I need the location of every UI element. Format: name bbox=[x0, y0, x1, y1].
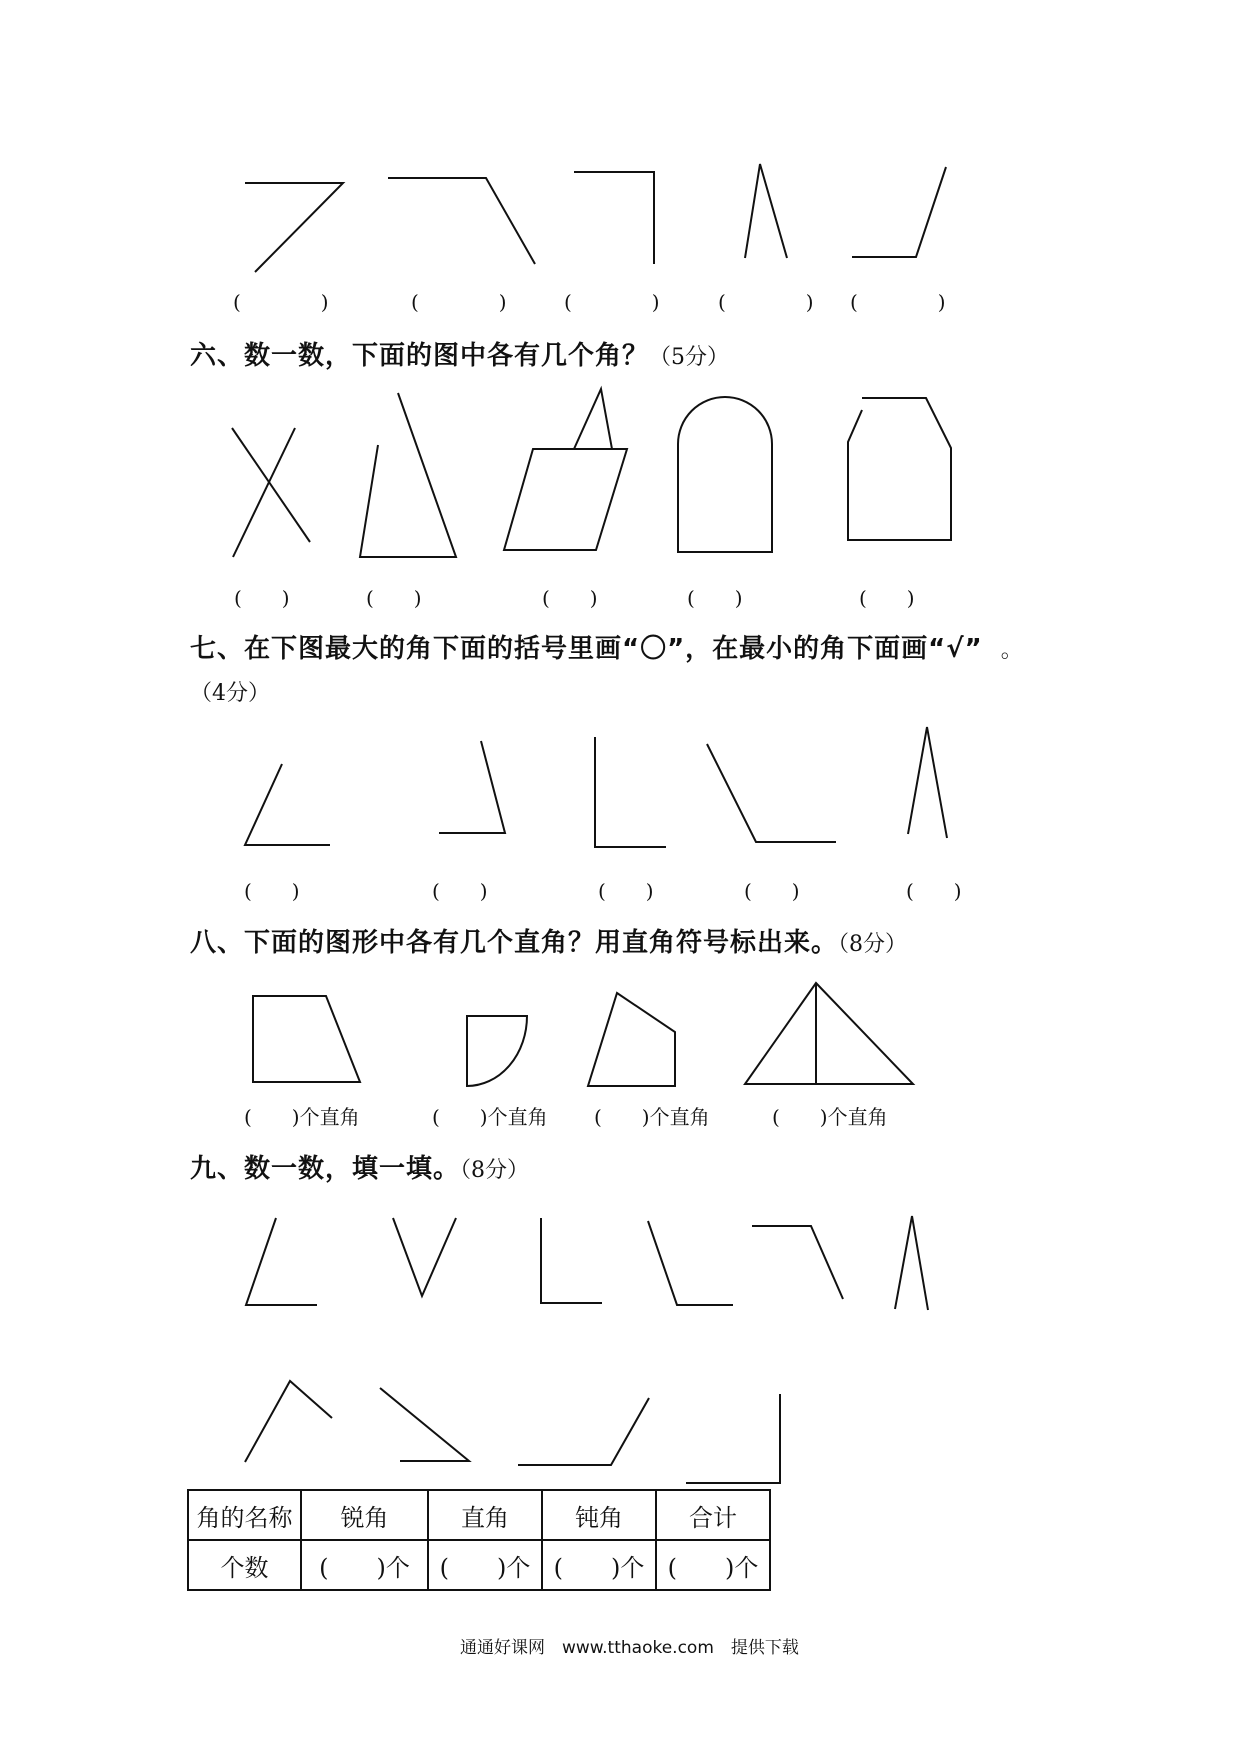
q6-figure-triangle bbox=[360, 393, 456, 557]
q9-angle-9 bbox=[518, 1398, 649, 1465]
q5-blank-1[interactable]: ( ) bbox=[233, 290, 329, 314]
q9-angle-6 bbox=[895, 1216, 928, 1310]
q8-label-2[interactable]: ( )个直角 bbox=[432, 1105, 548, 1129]
q5-angle-3 bbox=[574, 172, 654, 264]
table-cell-right[interactable]: ( )个 bbox=[428, 1540, 542, 1590]
q9-angle-8 bbox=[380, 1388, 469, 1461]
q6-blank-1[interactable]: ( ) bbox=[234, 586, 290, 610]
table-row bbox=[188, 1540, 770, 1590]
q6-title bbox=[190, 335, 729, 372]
q7-angle-2 bbox=[439, 741, 505, 833]
q8-label-1[interactable]: ( )个直角 bbox=[244, 1105, 360, 1129]
q7-title-tail: 。 bbox=[1000, 638, 1023, 663]
q6-blank-5[interactable]: ( ) bbox=[859, 586, 915, 610]
q7-blank-2[interactable]: ( ) bbox=[432, 879, 488, 903]
q9-angle-4 bbox=[648, 1221, 733, 1305]
q5-blank-3[interactable]: ( ) bbox=[564, 290, 660, 314]
q5-blank-4[interactable]: ( ) bbox=[718, 290, 814, 314]
q6-figure-arch bbox=[678, 397, 772, 552]
q6-blank-4[interactable]: ( ) bbox=[687, 586, 743, 610]
table-header-cell: 锐角 bbox=[301, 1490, 428, 1540]
q9-score: （8分） bbox=[460, 1158, 530, 1183]
table-header-cell: 直角 bbox=[428, 1490, 542, 1540]
footer-text: 通通好课网 www.tthaoke.com 提供下载 bbox=[460, 1638, 799, 1658]
q5-angle-1 bbox=[245, 183, 343, 272]
q8-score: （8分） bbox=[838, 932, 908, 957]
q7-angle-4 bbox=[707, 744, 836, 842]
angle-count-table bbox=[187, 1489, 771, 1591]
q5-blank-5[interactable]: ( ) bbox=[850, 290, 946, 314]
q7-blank-4[interactable]: ( ) bbox=[744, 879, 800, 903]
q9-angle-1 bbox=[246, 1218, 317, 1305]
q5-angle-5 bbox=[852, 167, 946, 257]
q7-blank-3[interactable]: ( ) bbox=[598, 879, 654, 903]
q8-figure-pentagon bbox=[588, 993, 675, 1086]
q7-score: （4分） bbox=[190, 681, 270, 706]
q8-label-4[interactable]: ( )个直角 bbox=[772, 1105, 888, 1129]
table-header-cell: 钝角 bbox=[542, 1490, 656, 1540]
q8-label-3[interactable]: ( )个直角 bbox=[594, 1105, 710, 1129]
q6-blank-3[interactable]: ( ) bbox=[542, 586, 598, 610]
q7-title-text: 七、在下图最大的角下面的括号里画“〇”，在最小的角下面画“√” bbox=[190, 634, 983, 664]
table-cell-obtuse[interactable]: ( )个 bbox=[542, 1540, 656, 1590]
table-row-label: 个数 bbox=[188, 1540, 301, 1590]
q9-angle-3 bbox=[541, 1218, 602, 1303]
q7-angle-5 bbox=[908, 727, 947, 838]
q6-figure-cross bbox=[232, 428, 310, 557]
q8-title bbox=[190, 922, 907, 959]
q8-figure-trapezoid bbox=[253, 996, 360, 1082]
q9-angle-7 bbox=[245, 1381, 332, 1462]
q5-angle-4 bbox=[745, 164, 787, 258]
q6-title-text: 六、数一数，下面的图中各有几个角？ bbox=[190, 341, 650, 371]
q7-blank-5[interactable]: ( ) bbox=[906, 879, 962, 903]
q8-figure-quarter-circle bbox=[467, 1016, 527, 1086]
q9-angle-2 bbox=[393, 1218, 456, 1296]
q7-blank-1[interactable]: ( ) bbox=[244, 879, 300, 903]
q6-score: （5分） bbox=[649, 345, 730, 370]
q6-figure-house bbox=[848, 398, 951, 540]
q6-blank-2[interactable]: ( ) bbox=[366, 586, 422, 610]
q7-angle-3 bbox=[595, 737, 666, 847]
q5-blank-2[interactable]: ( ) bbox=[411, 290, 507, 314]
table-header-cell: 合计 bbox=[656, 1490, 770, 1540]
q6-figure-parallelogram-triangle bbox=[504, 389, 627, 550]
table-cell-acute[interactable]: ( )个 bbox=[301, 1540, 428, 1590]
q8-figure-triangle-split bbox=[745, 983, 913, 1084]
table-header-cell: 角的名称 bbox=[188, 1490, 301, 1540]
table-cell-total[interactable]: ( )个 bbox=[656, 1540, 770, 1590]
table-header-row bbox=[188, 1490, 770, 1540]
q8-title-text: 八、下面的图形中各有几个直角？用直角符号标出来。 bbox=[190, 928, 839, 958]
q9-angle-10 bbox=[686, 1394, 780, 1483]
q9-title bbox=[190, 1148, 529, 1185]
q7-angle-1 bbox=[245, 764, 330, 845]
q9-angle-5 bbox=[752, 1226, 843, 1299]
q5-angle-2 bbox=[388, 178, 535, 264]
q9-title-text: 九、数一数，填一填。 bbox=[190, 1154, 461, 1184]
q7-title bbox=[190, 628, 1023, 665]
